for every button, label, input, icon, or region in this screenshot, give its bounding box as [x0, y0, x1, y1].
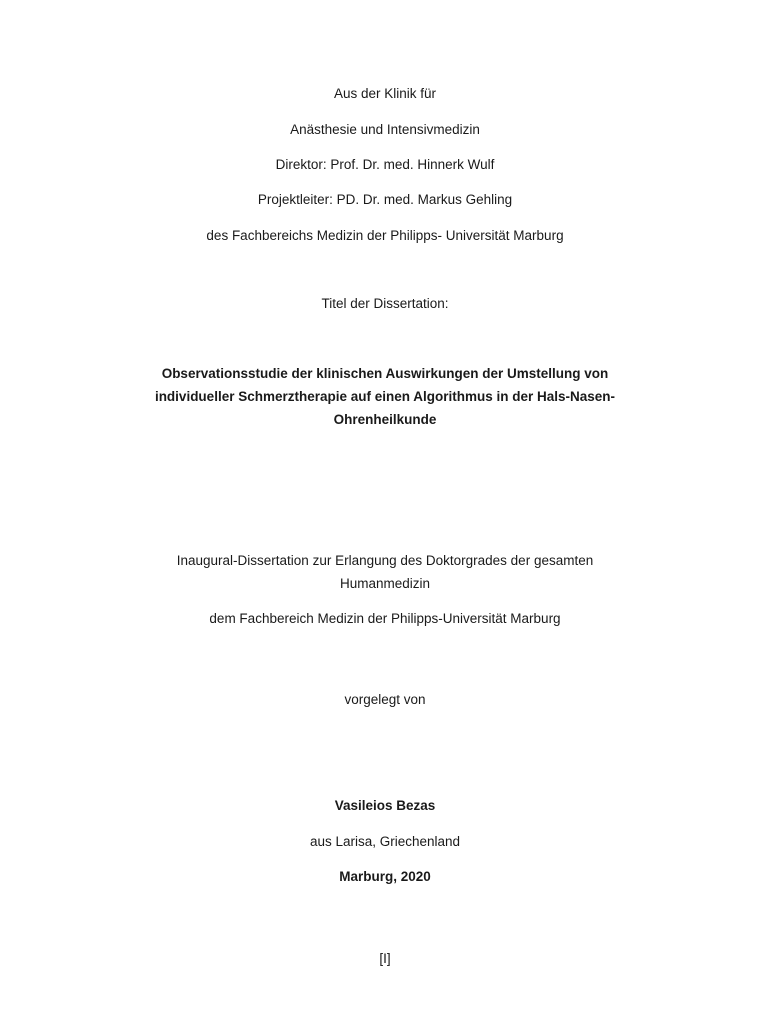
faculty-line: des Fachbereichs Medizin der Philipps- Universität Marburg	[206, 228, 564, 243]
place-and-year: Marburg, 2020	[339, 869, 431, 884]
submitted-to-faculty-line: dem Fachbereich Medizin der Philipps-Universität Marburg	[209, 611, 561, 626]
project-lead-line: Projektleiter: PD. Dr. med. Markus Gehling	[257, 192, 513, 207]
dissertation-title-line-1: Observationsstudie der klinischen Auswirkungen der Umstellung von	[161, 366, 609, 381]
director-line: Direktor: Prof. Dr. med. Hinnerk Wulf	[275, 157, 495, 172]
dissertation-title-line-2: individueller Schmerztherapie auf einen Algorithmus in der Hals-Nasen-	[154, 389, 616, 404]
page-number: [I]	[379, 951, 391, 966]
dissertation-purpose-line-1: Inaugural-Dissertation zur Erlangung des Doktorgrades der gesamten	[176, 553, 594, 568]
dissertation-title-line-3: Ohrenheilkunde	[333, 412, 437, 427]
dissertation-purpose-line-2: Humanmedizin	[339, 576, 431, 591]
department-line: Anästhesie und Intensivmedizin	[290, 122, 480, 137]
author-origin: aus Larisa, Griechenland	[309, 834, 461, 849]
presented-by-label: vorgelegt von	[344, 692, 426, 707]
author-name: Vasileios Bezas	[334, 798, 436, 813]
clinic-line: Aus der Klinik für	[333, 86, 437, 101]
title-label: Titel der Dissertation:	[321, 296, 449, 311]
